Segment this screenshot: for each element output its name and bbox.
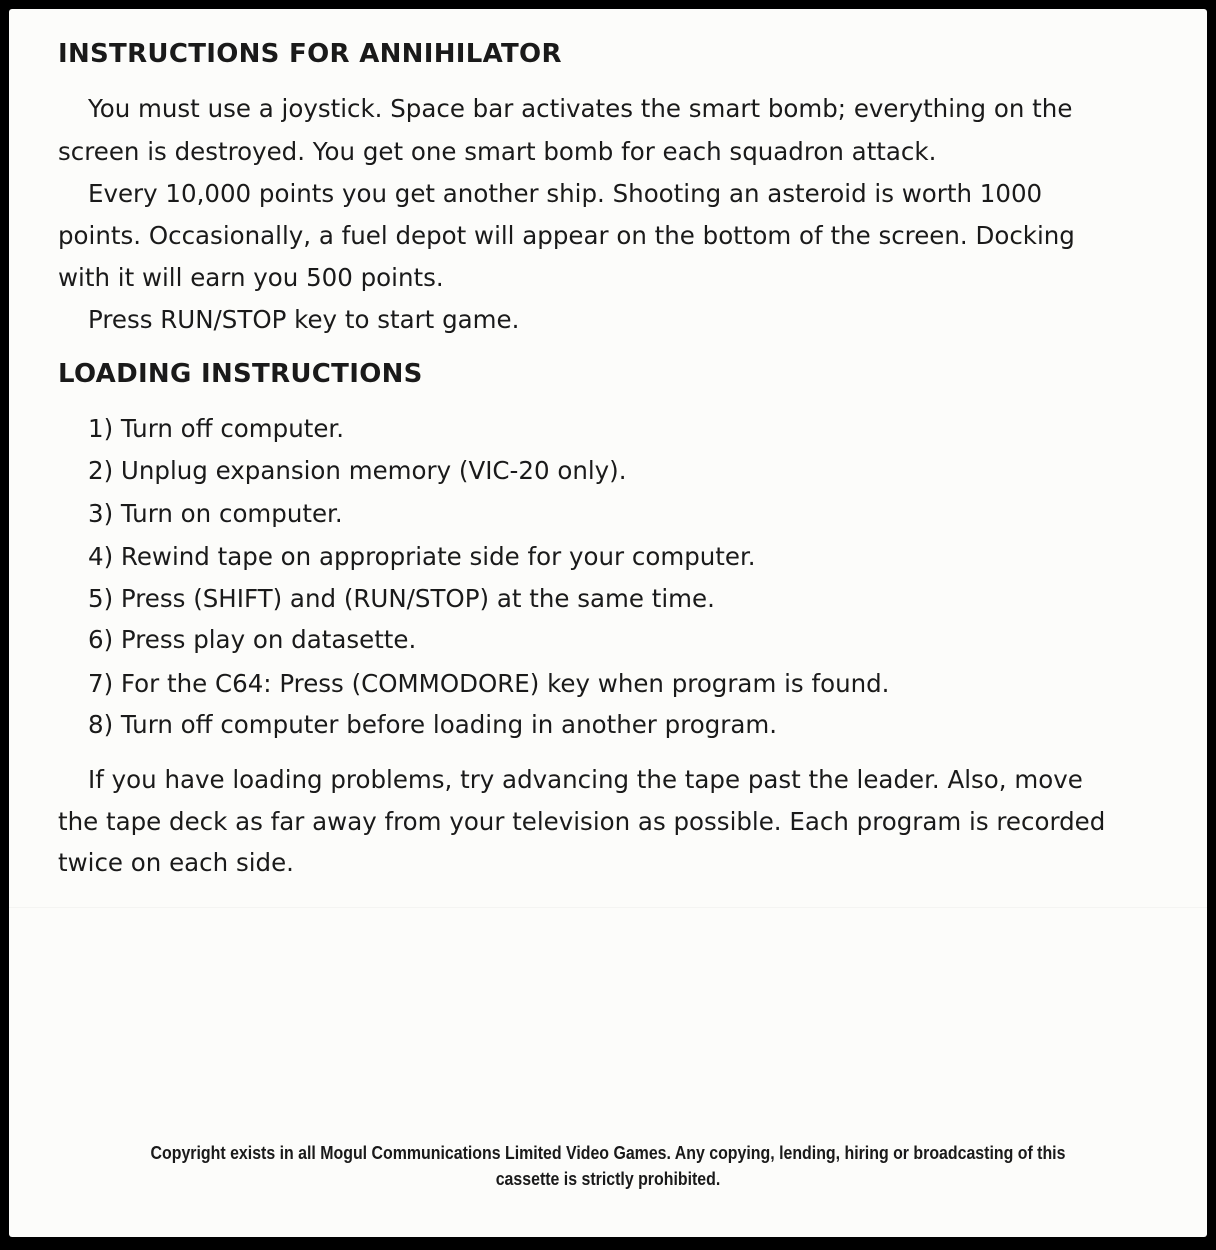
instructions-paragraph-1-line-2: screen is destroyed. You get one smart bomb for each squadron attack.: [58, 137, 937, 166]
copyright-line-1: Copyright exists in all Mogul Communications Limited Video Games. Any copying, lending, hiring or broadcasting of this: [150, 1142, 1066, 1163]
instruction-card: [9, 9, 1207, 1237]
loading-problems-line-3: twice on each side.: [58, 848, 294, 877]
instructions-heading: INSTRUCTIONS FOR ANNIHILATOR: [58, 39, 562, 69]
loading-problems-line-1: If you have loading problems, try advancing the tape past the leader. Also, move: [88, 765, 1083, 794]
copyright-line-2: cassette is strictly prohibited.: [495, 1168, 721, 1189]
instructions-paragraph-2-line-2: points. Occasionally, a fuel depot will appear on the bottom of the screen. Docking: [58, 221, 1075, 250]
instructions-paragraph-2-line-1: Every 10,000 points you get another ship. Shooting an asteroid is worth 1000: [88, 179, 1043, 208]
loading-step: 5) Press (SHIFT) and (RUN/STOP) at the same time.: [88, 584, 715, 613]
loading-heading: LOADING INSTRUCTIONS: [58, 359, 423, 389]
instructions-paragraph-1-line-1: You must use a joystick. Space bar activates the smart bomb; everything on the: [88, 94, 1073, 123]
fold-crease: [9, 907, 1207, 908]
loading-step: 2) Unplug expansion memory (VIC-20 only).: [88, 456, 627, 485]
loading-step: 6) Press play on datasette.: [88, 625, 417, 654]
loading-problems-line-2: the tape deck as far away from your television as possible. Each program is recorded: [58, 807, 1106, 836]
loading-step: 3) Turn on computer.: [88, 499, 343, 528]
instructions-paragraph-3: Press RUN/STOP key to start game.: [88, 305, 520, 334]
loading-step: 7) For the C64: Press (COMMODORE) key when program is found.: [88, 669, 890, 698]
instructions-paragraph-2-line-3: with it will earn you 500 points.: [58, 263, 444, 292]
loading-step: 4) Rewind tape on appropriate side for your computer.: [88, 542, 756, 571]
loading-step: 1) Turn off computer.: [88, 414, 345, 443]
loading-step: 8) Turn off computer before loading in another program.: [88, 710, 778, 739]
